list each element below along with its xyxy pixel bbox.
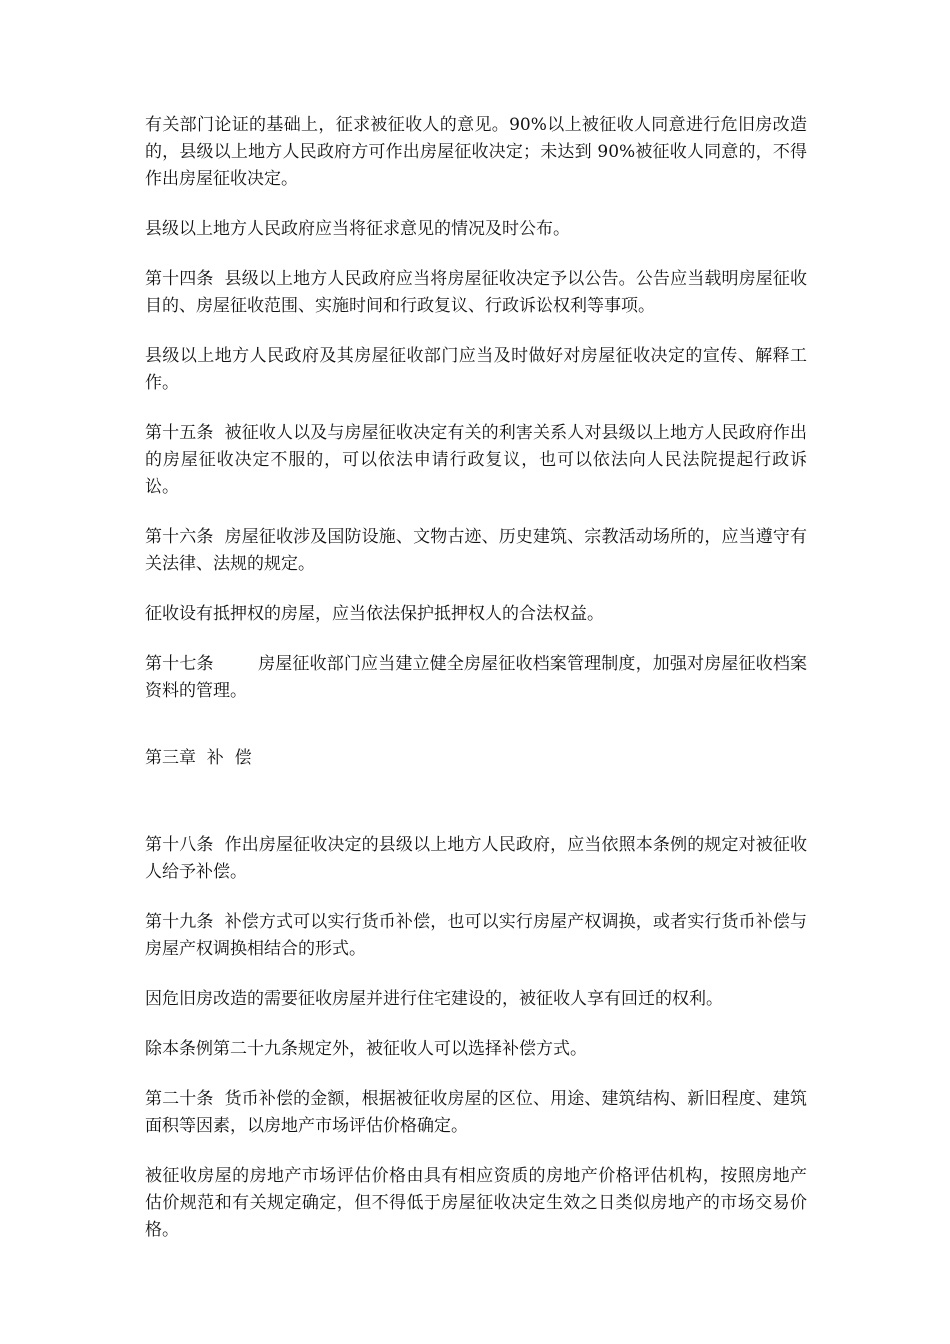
- article-16: 第十六条 房屋征收涉及国防设施、文物古迹、历史建筑、宗教活动场所的，应当遵守有关法律、法规的规定。: [145, 527, 807, 574]
- paragraph: 有关部门论证的基础上，征求被征收人的意见。90%以上被征收人同意进行危旧房改造的，县级以上地方人民政府方可作出房屋征收决定；未达到 90%被征收人同意的，不得作出房屋征收决定。: [145, 115, 807, 189]
- chapter-title: 第三章 补 偿: [145, 748, 252, 768]
- paragraph: 县级以上地方人民政府及其房屋征收部门应当及时做好对房屋征收决定的宣传、解释工作。: [145, 346, 807, 393]
- paragraph: 除本条例第二十九条规定外，被征收人可以选择补偿方式。: [145, 1039, 587, 1059]
- paragraph: 因危旧房改造的需要征收房屋并进行住宅建设的，被征收人享有回迁的权利。: [145, 989, 723, 1009]
- article-18: 第十八条 作出房屋征收决定的县级以上地方人民政府，应当依照本条例的规定对被征收人给予补偿。: [145, 835, 807, 882]
- article-15: 第十五条 被征收人以及与房屋征收决定有关的利害关系人对县级以上地方人民政府作出的房屋征收决定不服的，可以依法申请行政复议，也可以依法向人民法院提起行政诉讼。: [145, 423, 807, 497]
- paragraph: 县级以上地方人民政府应当将征求意见的情况及时公布。: [145, 219, 570, 239]
- article-20: 第二十条 货币补偿的金额，根据被征收房屋的区位、用途、建筑结构、新旧程度、建筑面积等因素，以房地产市场评估价格确定。: [145, 1089, 807, 1136]
- paragraph: 被征收房屋的房地产市场评估价格由具有相应资质的房地产价格评估机构，按照房地产估价规范和有关规定确定，但不得低于房屋征收决定生效之日类似房地产的市场交易价格。: [145, 1166, 807, 1240]
- article-17: 第十七条 房屋征收部门应当建立健全房屋征收档案管理制度，加强对房屋征收档案资料的管理。: [145, 654, 807, 701]
- document-body: [145, 112, 807, 1267]
- paragraph: 征收设有抵押权的房屋，应当依法保护抵押权人的合法权益。: [145, 604, 604, 624]
- article-14: 第十四条 县级以上地方人民政府应当将房屋征收决定予以公告。公告应当载明房屋征收目的、房屋征收范围、实施时间和行政复议、行政诉讼权利等事项。: [145, 269, 807, 316]
- article-19: 第十九条 补偿方式可以实行货币补偿，也可以实行房屋产权调换，或者实行货币补偿与房屋产权调换相结合的形式。: [145, 912, 807, 959]
